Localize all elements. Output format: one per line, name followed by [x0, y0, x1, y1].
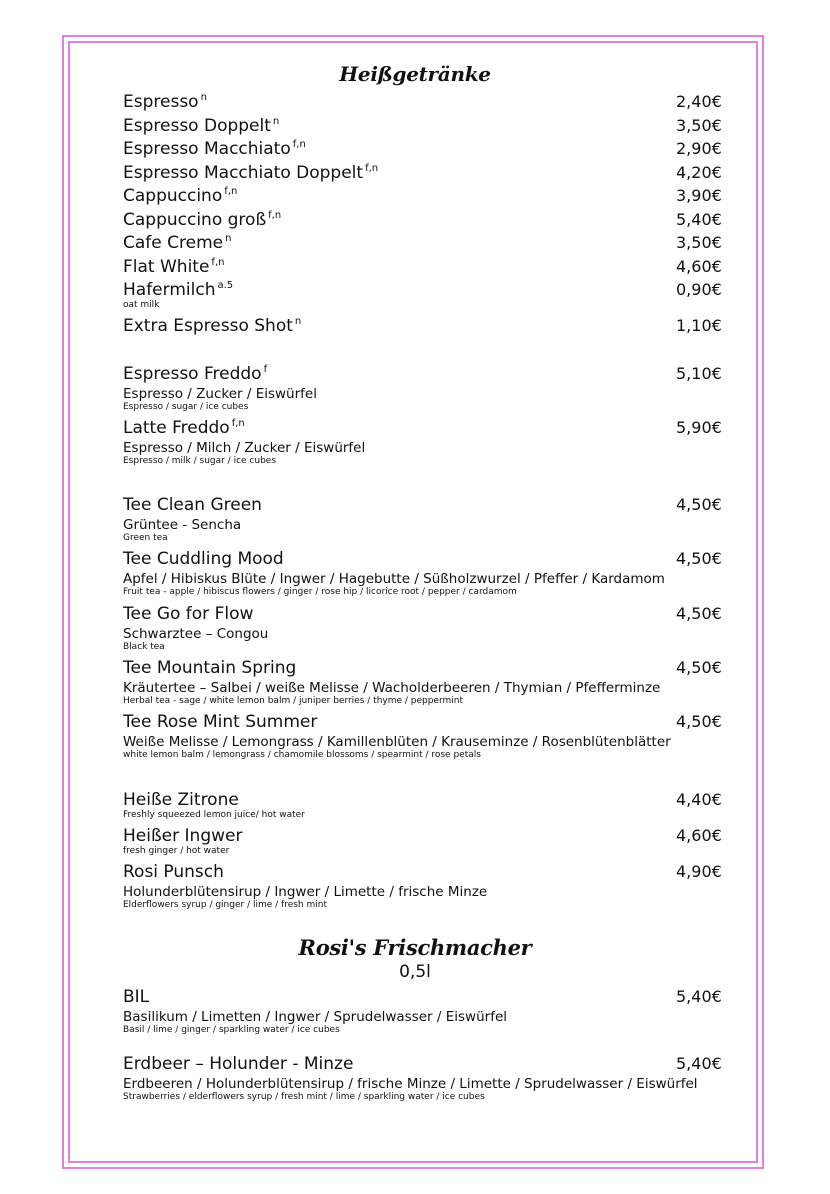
menu-item-name — [123, 987, 149, 1007]
menu-item-price: 1,10€ — [676, 316, 722, 335]
item-name-text: Tee Cuddling Mood — [123, 549, 284, 569]
menu-item-price: 4,50€ — [676, 712, 722, 731]
menu-item-name — [123, 210, 281, 230]
menu-item-name — [123, 257, 224, 277]
item-name-text: Heiße Zitrone — [123, 790, 239, 810]
menu-item-price: 4,50€ — [676, 604, 722, 623]
menu-item-name — [123, 163, 378, 183]
section-volume: 0,5l — [399, 962, 431, 982]
menu-item-description: Espresso / Milch / Zucker / Eiswürfel — [123, 440, 366, 456]
menu-item-name — [123, 316, 301, 336]
allergen-code: f,n — [231, 418, 245, 429]
menu-item-price: 3,50€ — [676, 233, 722, 252]
menu-item-name — [123, 495, 262, 515]
item-name-text: Extra Espresso Shot — [123, 316, 293, 336]
menu-item-price: 4,50€ — [676, 658, 722, 677]
menu-item-price: 5,10€ — [676, 364, 722, 383]
item-name-text: Espresso Macchiato Doppelt — [123, 163, 364, 183]
menu-item-translation: Espresso / milk / sugar / ice cubes — [123, 456, 277, 466]
menu-item-name — [123, 116, 279, 136]
allergen-code: f,n — [292, 139, 306, 150]
menu-item-description: Erdbeeren / Holunderblütensirup / frische Minze / Limette / Sprudelwasser / Eiswürfel — [123, 1076, 698, 1092]
menu-item-translation: oat milk — [123, 300, 160, 310]
menu-item-description: Holunderblütensirup / Ingwer / Limette / frische Minze — [123, 884, 488, 900]
menu-item-translation: Basil / lime / ginger / sparkling water / ice cubes — [123, 1025, 340, 1035]
menu-item-name — [123, 790, 239, 810]
item-name-text: BIL — [123, 987, 150, 1007]
item-name-text: Tee Rose Mint Summer — [123, 712, 318, 732]
menu-item-name — [123, 139, 306, 159]
item-name-text: Tee Clean Green — [123, 495, 262, 515]
item-name-text: Cafe Creme — [123, 233, 224, 253]
item-name-text: Erdbeer – Holunder - Minze — [123, 1054, 354, 1074]
item-name-text: Hafermilch — [123, 280, 216, 300]
menu-item-price: 4,50€ — [676, 549, 722, 568]
menu-item-price: 5,40€ — [676, 1054, 722, 1073]
menu-item-price: 4,40€ — [676, 790, 722, 809]
item-name-text: Espresso — [123, 92, 199, 112]
menu-item-translation: Freshly squeezed lemon juice/ hot water — [123, 810, 305, 820]
item-name-text: Espresso Doppelt — [123, 116, 271, 136]
menu-item-description: Basilikum / Limetten / Ingwer / Sprudelwasser / Eiswürfel — [123, 1009, 508, 1025]
menu-item-name — [123, 92, 207, 112]
menu-item-translation: Strawberries / elderflowers syrup / fresh mint / lime / sparkling water / ice cubes — [123, 1092, 485, 1102]
menu-item-name — [123, 604, 253, 624]
menu-item-name — [123, 1054, 353, 1074]
menu-item-translation: Espresso / sugar / ice cubes — [123, 402, 249, 412]
menu-item-translation: Black tea — [123, 642, 165, 652]
menu-item-price: 3,90€ — [676, 186, 722, 205]
allergen-code: n — [294, 316, 302, 327]
menu-item-price: 4,60€ — [676, 826, 722, 845]
item-name-text: Espresso Macchiato — [123, 139, 291, 159]
menu-item-price: 4,90€ — [676, 862, 722, 881]
section-title-fresh-drinks: Rosi's Frischmacher — [298, 935, 532, 960]
item-name-text: Cappuccino — [123, 186, 223, 206]
menu-item-price: 4,20€ — [676, 163, 722, 182]
section-title-hot-drinks: Heißgetränke — [339, 62, 491, 86]
allergen-code: f — [263, 364, 268, 375]
menu-item-price: 5,40€ — [676, 987, 722, 1006]
menu-item-translation: Green tea — [123, 533, 168, 543]
menu-item-price: 2,90€ — [676, 139, 722, 158]
menu-item-description: Weiße Melisse / Lemongrass / Kamillenblüten / Krauseminze / Rosenblütenblätter — [123, 734, 671, 750]
menu-item-price: 0,90€ — [676, 280, 722, 299]
menu-item-name — [123, 280, 233, 300]
item-name-text: Rosi Punsch — [123, 862, 224, 882]
menu-item-description: Espresso / Zucker / Eiswürfel — [123, 386, 317, 402]
menu-item-name — [123, 186, 237, 206]
menu-item-translation: Fruit tea - apple / hibiscus flowers / ginger / rose hip / licorice root / pepper / cardamom — [123, 587, 517, 597]
allergen-code: f,n — [268, 210, 282, 221]
menu-item-translation: Herbal tea - sage / white lemon balm / juniper berries / thyme / peppermint — [123, 696, 464, 706]
item-name-text: Flat White — [123, 257, 210, 277]
allergen-code: n — [272, 116, 280, 127]
allergen-code: n — [200, 92, 207, 103]
menu-item-translation: fresh ginger / hot water — [123, 846, 230, 856]
menu-item-description: Kräutertee – Salbei / weiße Melisse / Wacholderbeeren / Thymian / Pfefferminze — [123, 680, 661, 696]
menu-item-description: Schwarztee – Congou — [123, 626, 269, 642]
menu-item-price: 3,50€ — [676, 116, 722, 135]
item-name-text: Tee Go for Flow — [123, 604, 254, 624]
menu-item-price: 4,50€ — [676, 495, 722, 514]
menu-item-name — [123, 549, 284, 569]
item-name-text: Cappuccino groß — [123, 210, 267, 230]
menu-item-translation: white lemon balm / lemongrass / chamomile blossoms / spearmint / rose petals — [123, 750, 481, 760]
menu-item-description: Apfel / Hibiskus Blüte / Ingwer / Hagebutte / Süßholzwurzel / Pfeffer / Kardamom — [123, 571, 665, 587]
menu-item-name — [123, 233, 231, 253]
menu-item-name — [123, 658, 296, 678]
allergen-code: f,n — [224, 186, 238, 197]
menu-item-name — [123, 364, 267, 384]
item-name-text: Tee Mountain Spring — [123, 658, 297, 678]
menu-item-name — [123, 862, 224, 882]
menu-item-price: 2,40€ — [676, 92, 722, 111]
allergen-code: a.5 — [217, 280, 234, 291]
menu-item-name — [123, 418, 245, 438]
allergen-code: f,n — [365, 163, 379, 174]
allergen-code: n — [225, 233, 232, 244]
menu-item-price: 4,60€ — [676, 257, 722, 276]
menu-item-price: 5,40€ — [676, 210, 722, 229]
menu-item-name — [123, 826, 242, 846]
menu-item-price: 5,90€ — [676, 418, 722, 437]
item-name-text: Heißer Ingwer — [123, 826, 243, 846]
menu-item-description: Grüntee - Sencha — [123, 517, 242, 533]
menu-item-name — [123, 712, 317, 732]
item-name-text: Espresso Freddo — [123, 364, 262, 384]
allergen-code: f,n — [211, 257, 225, 268]
item-name-text: Latte Freddo — [123, 418, 230, 438]
menu-item-translation: Elderflowers syrup / ginger / lime / fresh mint — [123, 900, 327, 910]
